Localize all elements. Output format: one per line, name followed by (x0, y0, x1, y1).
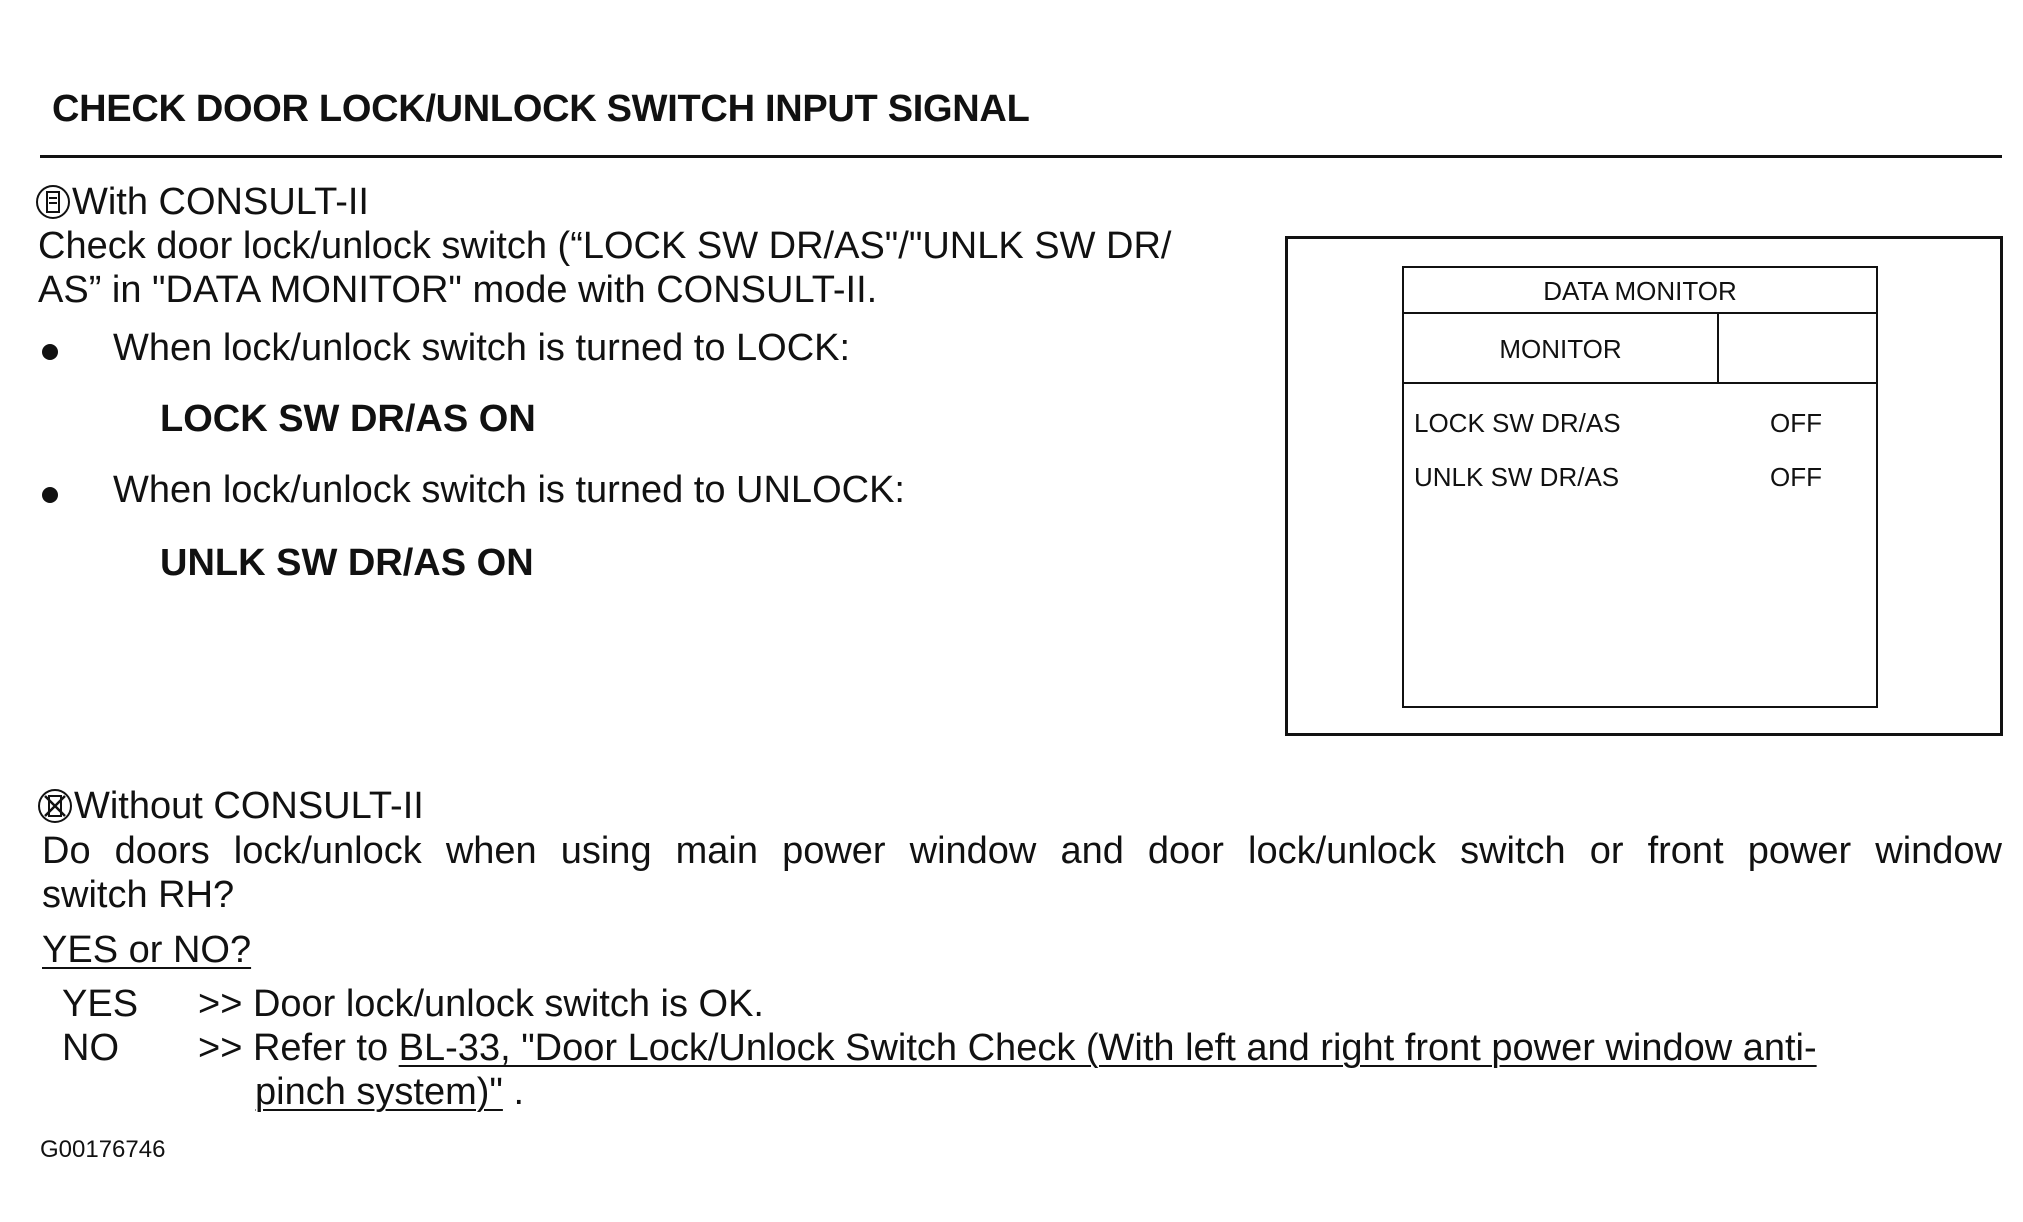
no-consult-tool-icon (38, 789, 72, 823)
lock-condition-text: When lock/unlock switch is turned to LOCK: (113, 327, 851, 369)
title-rule (40, 155, 2002, 158)
bl-33-reference-link-continued[interactable]: pinch system)" (255, 1071, 503, 1113)
monitor-item-value: OFF (1770, 408, 1822, 438)
with-consult-heading (36, 180, 369, 224)
figure-id: G00176746 (40, 1136, 166, 1163)
bullet-icon (42, 344, 58, 360)
with-consult-label: With CONSULT-II (72, 181, 369, 223)
without-consult-label: Without CONSULT-II (74, 785, 424, 827)
consult-tool-icon (36, 185, 70, 219)
no-result-prefix: >> Refer to (198, 1027, 399, 1069)
yes-result-text: >> Door lock/unlock switch is OK. (198, 983, 764, 1025)
instruction-line-2: AS” in "DATA MONITOR" mode with CONSULT-II. (38, 269, 878, 311)
yes-label: YES (62, 983, 139, 1025)
bl-33-reference-link[interactable]: BL-33, "Door Lock/Unlock Switch Check (With left and right front power window anti- (398, 1027, 1817, 1069)
bullet-icon (42, 487, 58, 503)
question-line-2: switch RH? (42, 874, 235, 916)
unlock-expected-result: UNLK SW DR/AS ON (160, 542, 534, 584)
no-result-line-2 (255, 1070, 524, 1114)
screen-header: DATA MONITOR (1404, 268, 1876, 314)
without-consult-heading (38, 784, 424, 828)
no-result-line-1 (198, 1026, 1817, 1070)
screen-subheader-blank-cell (1719, 314, 1876, 384)
no-label: NO (62, 1027, 119, 1069)
monitor-item-name: UNLK SW DR/AS (1414, 462, 1620, 492)
screen-subheader: MONITOR (1404, 314, 1719, 384)
page-title: CHECK DOOR LOCK/UNLOCK SWITCH INPUT SIGNAL (52, 88, 1030, 130)
lock-expected-result: LOCK SW DR/AS ON (160, 398, 536, 440)
unlock-condition-text: When lock/unlock switch is turned to UNLOCK: (113, 469, 905, 511)
monitor-item-value: OFF (1770, 462, 1822, 492)
instruction-line-1: Check door lock/unlock switch (“LOCK SW DR/AS"/"UNLK SW DR/ (38, 225, 1172, 267)
monitor-item-name: LOCK SW DR/AS (1414, 408, 1621, 438)
no-result-suffix: . (502, 1071, 525, 1113)
yes-or-no-label: YES or NO? (42, 929, 252, 971)
data-monitor-screen (1402, 266, 1878, 708)
question-line-1: Do doors lock/unlock when using main power window and door lock/unlock switch or front power window (42, 830, 2002, 872)
